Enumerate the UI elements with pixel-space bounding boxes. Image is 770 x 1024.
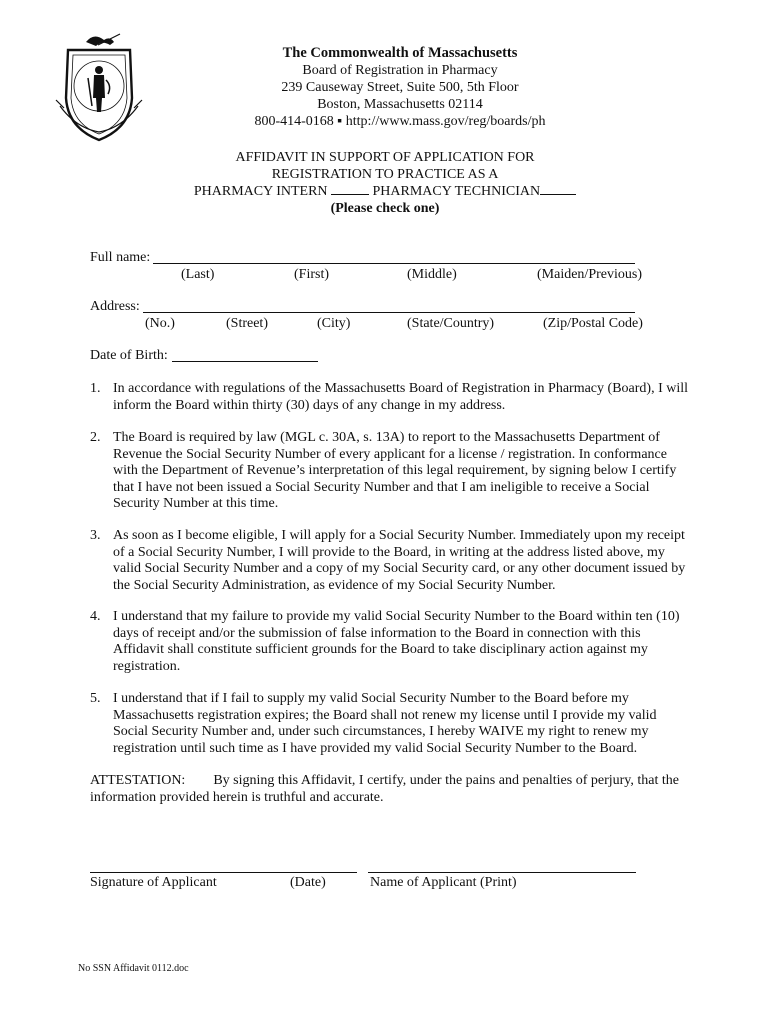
- intern-option-label: PHARMACY INTERN: [193, 184, 328, 199]
- intern-check-blank[interactable]: [331, 183, 369, 195]
- name-part-middle: (Middle): [407, 267, 457, 282]
- paragraph-number: 1.: [90, 381, 101, 396]
- registration-type-row: [170, 183, 600, 201]
- address-label: Address:: [90, 299, 140, 314]
- attestation: [90, 773, 690, 806]
- address-part-no: (No.): [145, 316, 175, 331]
- paragraph-text: I understand that my failure to provide my valid Social Security Number to the Board within ten (10) days of receipt and/or the submission of false information to the Board in connection with this Affidavit shall constitute sufficient grounds for the Board to take disciplinary action against my registration.: [113, 609, 680, 674]
- paragraph-text: I understand that if I fail to supply my valid Social Security Number to the Board before my Massachusetts registration expires; the Board shall not renew my license until I provide my valid Social Security Number and, under such circumstances, I hereby WAIVE my right to renew my registration until such time as I have provided my valid Social Security Number to the Board.: [113, 691, 657, 756]
- paragraph-text: As soon as I become eligible, I will apply for a Social Security Number. Immediately upon my receipt of a Social Security Number, I will provide to the Board, in writing at the address listed above, my valid Social Security Number and a copy of my Social Security card, or any other document issued by the Social Security Administration, as evidence of my Social Security Number.: [113, 528, 686, 593]
- address-part-street: (Street): [226, 316, 268, 331]
- dob-line[interactable]: [172, 361, 318, 362]
- city-address: Boston, Massachusetts 02114: [317, 97, 483, 112]
- paragraph-3: [90, 528, 690, 594]
- signature-date-line[interactable]: [90, 872, 357, 873]
- full-name-line[interactable]: [153, 263, 635, 264]
- form-title: [170, 150, 600, 217]
- full-name-label: Full name:: [90, 250, 151, 265]
- paragraph-number: 3.: [90, 528, 101, 543]
- address-line[interactable]: [143, 312, 635, 313]
- form-title-line1: AFFIDAVIT IN SUPPORT OF APPLICATION FOR: [235, 150, 535, 165]
- commonwealth-title: The Commonwealth of Massachusetts: [282, 45, 518, 61]
- date-label: (Date): [290, 875, 326, 890]
- dob-label: Date of Birth:: [90, 348, 168, 363]
- paragraph-number: 5.: [90, 691, 101, 706]
- name-part-maiden: (Maiden/Previous): [537, 267, 642, 282]
- technician-check-blank[interactable]: [540, 183, 576, 195]
- check-one-instruction: (Please check one): [330, 200, 440, 216]
- paragraph-number: 4.: [90, 609, 101, 624]
- contact-info: 800-414-0168 ▪ http://www.mass.gov/reg/boards/ph: [254, 114, 546, 129]
- attestation-label: ATTESTATION:: [90, 773, 186, 788]
- paragraph-1: [90, 381, 690, 414]
- print-name-line[interactable]: [368, 872, 636, 873]
- technician-option-label: PHARMACY TECHNICIAN: [372, 184, 541, 199]
- paragraph-number: 2.: [90, 430, 101, 445]
- document-footer: No SSN Affidavit 0112.doc: [78, 963, 189, 974]
- signature-label: Signature of Applicant: [90, 875, 217, 890]
- attestation-text: By signing this Affidavit, I certify, under the pains and penalties of perjury, that the information provided herein is truthful and accurate.: [90, 773, 679, 805]
- name-part-last: (Last): [181, 267, 215, 282]
- massachusetts-seal-icon: [50, 28, 148, 146]
- agency-header: [230, 45, 570, 130]
- paragraph-text: In accordance with regulations of the Massachusetts Board of Registration in Pharmacy (Board), I will inform the Board within thirty (30) days of any change in my address.: [113, 381, 689, 413]
- street-address: 239 Causeway Street, Suite 500, 5th Floor: [281, 80, 519, 95]
- form-title-line2: REGISTRATION TO PRACTICE AS A: [271, 166, 499, 182]
- name-part-first: (First): [294, 267, 329, 282]
- paragraph-text: The Board is required by law (MGL c. 30A, s. 13A) to report to the Massachusetts Department of Revenue the Social Security Number of every applicant for a license / registration. In conformance with the Department of Revenue’s interpretation of this legal requirement, by signing below I certify that I have not been issued a Social Security Number and that I am ineligible to receive a Social Security Number at this time.: [113, 430, 677, 511]
- address-part-zip: (Zip/Postal Code): [543, 316, 643, 331]
- address-part-state: (State/Country): [407, 316, 495, 331]
- print-name-label: Name of Applicant (Print): [370, 875, 517, 890]
- paragraph-5: [90, 691, 690, 757]
- paragraph-4: [90, 609, 690, 675]
- paragraph-2: [90, 430, 690, 513]
- board-name: Board of Registration in Pharmacy: [302, 63, 498, 78]
- address-part-city: (City): [317, 316, 351, 331]
